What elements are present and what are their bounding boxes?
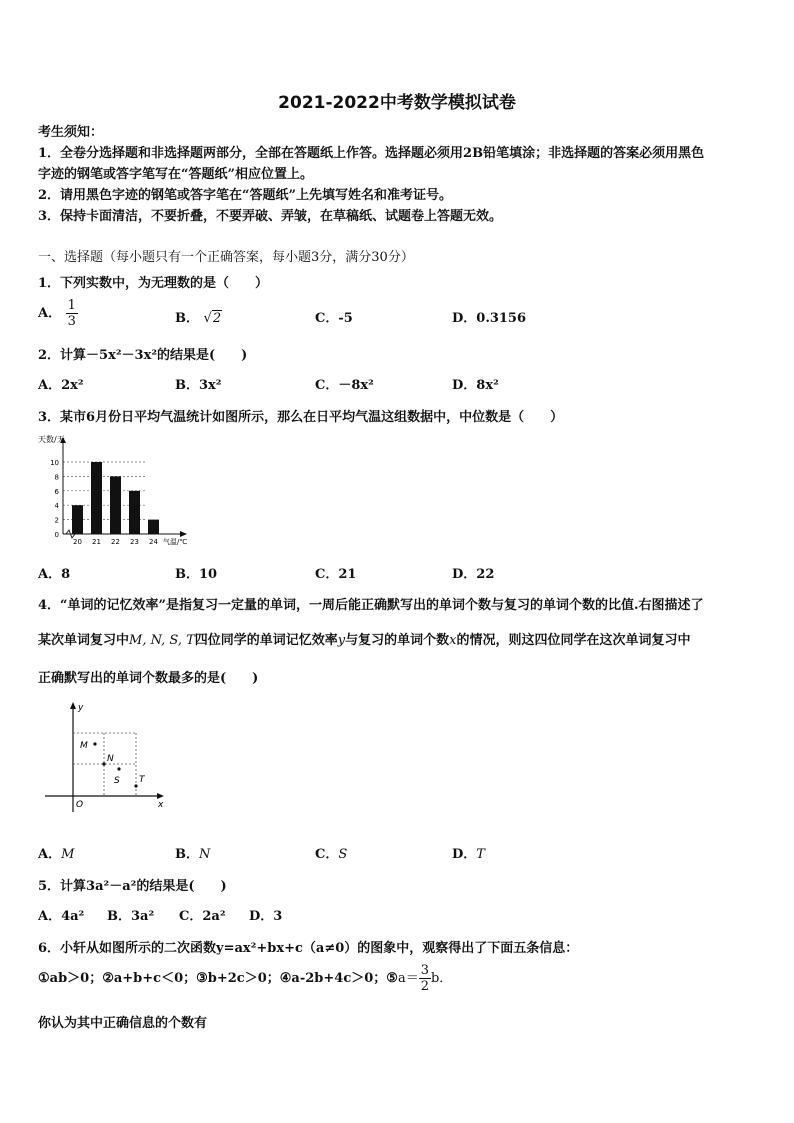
chart-xtick-label: 22 bbox=[111, 538, 120, 546]
q4-option-b-label: B． bbox=[175, 847, 199, 862]
chart-x-arrow bbox=[180, 531, 187, 537]
q4-line-3: 正确默写出的单词个数最多的是( ) bbox=[38, 671, 259, 686]
chart-bar bbox=[72, 505, 83, 534]
q1-option-b-label: B． bbox=[175, 311, 199, 326]
graph-origin-label: O bbox=[76, 800, 84, 810]
q1-option-c[interactable]: C．-5 bbox=[315, 311, 353, 326]
chart-xtick-label: 20 bbox=[73, 538, 82, 546]
chart-bar bbox=[110, 476, 121, 534]
graph-x-arrow bbox=[157, 793, 164, 799]
q3-option-d[interactable]: D．22 bbox=[452, 567, 495, 582]
q4-option-c-var: S bbox=[338, 847, 348, 862]
q2-stem: 2．计算－5x²－3x²的结果是( ) bbox=[38, 348, 248, 363]
chart-ytick-label: 4 bbox=[54, 502, 59, 511]
q1-option-b-sqrt: √2 bbox=[203, 311, 222, 326]
q4-option-c[interactable] bbox=[315, 843, 347, 862]
q2-option-b[interactable]: B．3x² bbox=[175, 378, 222, 393]
graph-y-arrow bbox=[70, 702, 76, 709]
q6-info-b: b． bbox=[430, 971, 453, 986]
notice-line-1b: 字迹的钢笔或答字笔写在“答题纸”相应位置上。 bbox=[38, 167, 313, 182]
graph-point-n bbox=[102, 762, 105, 765]
q1-option-a-fraction bbox=[66, 298, 78, 329]
q5-option-c[interactable]: C．2a² bbox=[179, 909, 226, 924]
chart-ytick-label: 6 bbox=[54, 487, 59, 496]
q4-line-2c: 与复习的单词个数 bbox=[345, 633, 450, 648]
chart-ylabel: 天数/天 bbox=[38, 435, 65, 444]
q1-option-b[interactable] bbox=[175, 307, 222, 326]
graph-label-m: M bbox=[80, 741, 88, 751]
q4-option-b[interactable] bbox=[175, 843, 210, 862]
section-heading: 一、选择题（每小题只有一个正确答案，每小题3分，满分30分） bbox=[38, 250, 414, 265]
graph-label-t: T bbox=[139, 775, 145, 785]
q2-option-c[interactable]: C．－8x² bbox=[315, 378, 374, 393]
q1-option-d[interactable]: D．0.3156 bbox=[452, 311, 527, 326]
q4-option-a-var: M bbox=[61, 847, 75, 862]
q6-info-eq: a＝ bbox=[397, 971, 419, 986]
q4-line-2 bbox=[38, 629, 691, 648]
chart-ytick-label: 10 bbox=[50, 459, 59, 467]
q4-line-2-vars: M, N, S, T bbox=[129, 633, 195, 648]
q1-b-radicand: 2 bbox=[212, 311, 222, 326]
page-title: 2021-2022中考数学模拟试卷 bbox=[278, 93, 516, 113]
chart-xlabel: 气温/℃ bbox=[163, 538, 188, 546]
q4-option-c-label: C． bbox=[315, 847, 339, 862]
graph-point-t bbox=[134, 784, 137, 787]
q6-info-line bbox=[38, 963, 452, 994]
graph-label-s: S bbox=[114, 776, 120, 786]
notice-line-1a: 1．全卷分选择题和非选择题两部分，全部在答题纸上作答。选择题必须用2B铅笔填涂；非选择题的答案必须用黑色 bbox=[38, 146, 705, 161]
q1-a-denominator: 3 bbox=[67, 314, 76, 329]
graph-point-m bbox=[93, 742, 96, 745]
q1-stem: 1．下列实数中，为无理数的是（ ） bbox=[38, 276, 269, 291]
notice-line-3: 3．保持卡面清洁，不要折叠，不要弄破、弄皱，在草稿纸、试题卷上答题无效。 bbox=[38, 209, 503, 224]
q6-line-3: 你认为其中正确信息的个数有 bbox=[38, 1016, 208, 1031]
q4-line-2-x: x bbox=[449, 633, 457, 648]
q6-info-a: ①ab＞0；②a+b+c＜0；③b+2c＞0；④a-2b+4c＞0；⑤ bbox=[38, 971, 398, 986]
q4-line-2d: 的情况，则这四位同学在这次单词复习中 bbox=[456, 633, 691, 648]
q4-option-d-label: D． bbox=[452, 847, 477, 862]
q3-stem: 3．某市6月份日平均气温统计如图所示，那么在日平均气温这组数据中，中位数是（ ） bbox=[38, 410, 564, 425]
q3-option-a[interactable]: A．8 bbox=[38, 567, 71, 582]
q5-stem: 5．计算3a²－a²的结果是( ) bbox=[38, 879, 227, 894]
q5-option-a[interactable]: A．4a² bbox=[38, 909, 85, 924]
q3-option-c[interactable]: C．21 bbox=[315, 567, 357, 582]
q2-option-a[interactable]: A．2x² bbox=[38, 378, 84, 393]
q2-option-d[interactable]: D．8x² bbox=[452, 378, 499, 393]
q4-option-a[interactable] bbox=[38, 843, 74, 862]
q1-a-numerator: 1 bbox=[67, 298, 76, 313]
q4-option-b-var: N bbox=[199, 847, 211, 862]
q3-option-b[interactable]: B．10 bbox=[175, 567, 218, 582]
chart-ytick-label: 0 bbox=[54, 531, 59, 539]
q4-line-2-y: y bbox=[337, 633, 346, 648]
chart-ytick-label: 8 bbox=[54, 473, 59, 482]
notice-line-2: 2．请用黑色字迹的钢笔或答字笔在“答题纸”上先填写姓名和准考证号。 bbox=[38, 188, 453, 203]
q4-option-a-label: A． bbox=[38, 847, 62, 862]
chart-xtick-label: 23 bbox=[130, 538, 139, 546]
chart-bar bbox=[129, 491, 140, 534]
q6-info-denominator: 2 bbox=[420, 979, 429, 994]
q6-info-numerator: 3 bbox=[420, 963, 429, 978]
chart-xtick-label: 21 bbox=[92, 538, 101, 546]
q4-line-2a: 某次单词复习中 bbox=[38, 633, 130, 648]
chart-bar bbox=[148, 520, 159, 534]
q4-line-2b: 四位同学的单词记忆效率 bbox=[194, 633, 338, 648]
q6-info-fraction bbox=[419, 963, 431, 994]
graph-y-label: y bbox=[78, 703, 84, 713]
memory-efficiency-graph bbox=[40, 700, 175, 815]
q4-line-1: 4．“单词的记忆效率”是指复习一定量的单词，一周后能正确默写出的单词个数与复习的单词个数的比值.右图描述了 bbox=[38, 598, 704, 613]
chart-bar bbox=[91, 462, 102, 534]
chart-ytick-label: 2 bbox=[54, 516, 59, 525]
graph-label-n: N bbox=[107, 754, 114, 764]
q1-option-a-label: A． bbox=[38, 306, 62, 321]
notice-heading: 考生须知： bbox=[38, 125, 104, 140]
q6-line-1: 6．小轩从如图所示的二次函数y=ax²+bx+c（a≠0）的图象中，观察得出了下面五条信息： bbox=[38, 941, 579, 956]
q5-option-b[interactable]: B．3a² bbox=[107, 909, 155, 924]
graph-x-label: x bbox=[158, 800, 164, 810]
q1-option-a[interactable] bbox=[38, 298, 78, 329]
q5-option-d[interactable]: D．3 bbox=[249, 909, 283, 924]
q4-option-d[interactable] bbox=[452, 843, 485, 862]
chart-xtick-label: 24 bbox=[149, 538, 158, 546]
q4-option-d-var: T bbox=[476, 847, 485, 862]
graph-point-s bbox=[117, 767, 120, 770]
temperature-bar-chart bbox=[36, 432, 206, 552]
